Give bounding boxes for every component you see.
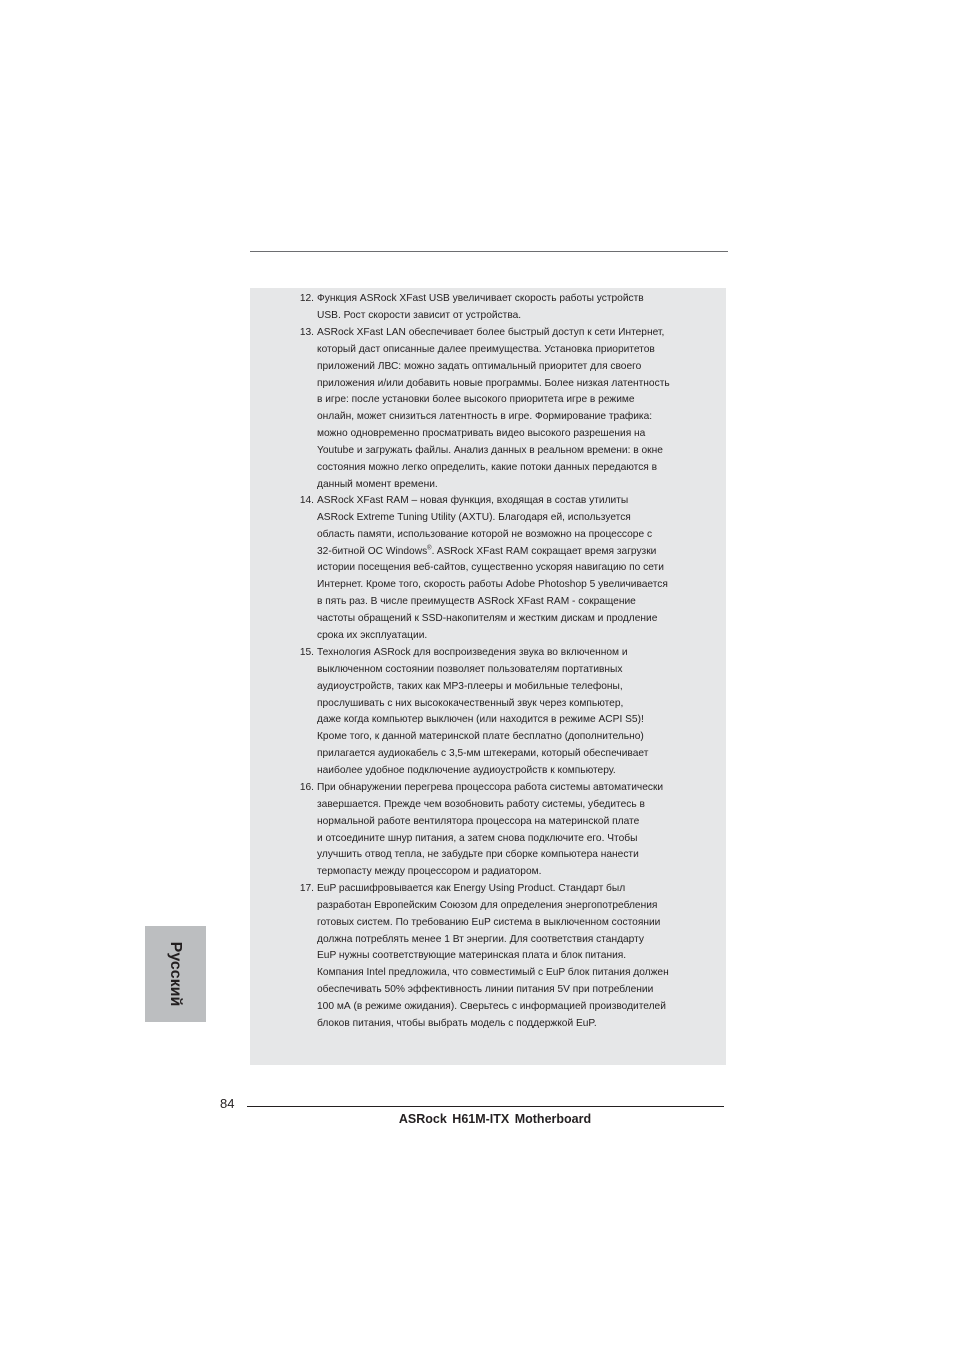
footer-title: ASRock H61M-ITX Motherboard (398, 1112, 592, 1126)
item-line: ASRock Extreme Tuning Utility (AXTU). Благодаря ей, используется (317, 511, 631, 523)
item-line-with-superscript (317, 544, 656, 561)
item-line: блоков питания, чтобы выбрать модель с поддержкой EuP. (317, 1017, 597, 1029)
item-line: Технология ASRock для воспроизведения звука во включенном и (317, 647, 628, 658)
item-line: термопасту между процессором и радиатором. (317, 866, 542, 878)
item-line: область памяти, использование которой не возможно на процессоре с (317, 528, 653, 540)
item-line-text: . ASRock XFast RAM сокращает время загрузки (431, 545, 657, 557)
item-line: данный момент времени. (317, 478, 438, 490)
item-line: в игре: после установки более высокого приоритета игре в режиме (317, 394, 635, 406)
item-line: состояния можно легко определить, какие потоки данных передаются в (317, 461, 658, 473)
top-rule (250, 251, 728, 252)
item-line: разработан Европейским Союзом для определения энергопотребления (317, 899, 658, 911)
item-line: который даст описанные далее преимущества. Установка приоритетов (317, 343, 655, 355)
item-line: обеспечивать 50% эффективность линии питания 5V при потреблении (317, 984, 654, 996)
item-line: Компания Intel предложила, что совместимый с EuP блок питания должен (317, 967, 669, 979)
item-line-text: 32-битной ОС Windows (317, 545, 428, 557)
language-side-tab (145, 926, 206, 1022)
item-line: Интернет. Кроме того, скорость работы Adobe Photoshop 5 увеличивается (317, 579, 668, 591)
item-number: 14. (299, 495, 314, 506)
item-line: EuP расшифровывается как Energy Using Product. Стандарт был (317, 883, 626, 894)
item-line: можно одновременно просматривать видео высокого разрешения на (317, 428, 646, 440)
item-line: прослушивать с них высококачественный звук через компьютер, (317, 697, 624, 709)
item-line: Кроме того, к данной материнской плате бесплатно (дополнительно) (317, 731, 644, 743)
item-line: приложений ЛВС: можно задать оптимальный приоритет для своего (317, 360, 642, 372)
item-line: в пять раз. В числе преимуществ ASRock XFast RAM - сокращение (317, 596, 636, 608)
item-line: При обнаружении перегрева процессора работа системы автоматически (317, 782, 664, 793)
item-line: приложения и/или добавить новые программы. Более низкая латентность (317, 377, 670, 389)
page-number: 84 (220, 1096, 235, 1111)
item-line: аудиоустройств, таких как MP3-плееры и мобильные телефоны, (317, 680, 623, 692)
item-line: истории посещения веб-сайтов, существенно ускоряя навигацию по сети (317, 562, 664, 574)
item-line: ASRock XFast RAM – новая функция, входящая в состав утилиты (317, 495, 629, 506)
item-line: должна потреблять менее 1 Вт энергии. Для соответствия стандарту (317, 933, 644, 945)
item-line: 100 мА (в режиме ожидания). Сверьтесь с информацией производителей (317, 1000, 666, 1012)
item-line: Youtube и загружать файлы. Анализ данных в реальном времени: в окне (317, 444, 663, 456)
item-line: срока их эксплуатации. (317, 629, 428, 641)
registered-mark: ® (427, 545, 432, 552)
content-panel (250, 288, 726, 1065)
item-number: 12. (299, 293, 314, 304)
item-line: улучшить отвод тепла, не забудьте при сборке компьютера нанести (317, 849, 639, 861)
item-line: даже когда компьютер выключен (или находится в режиме ACPI S5)! (317, 714, 644, 726)
item-line: онлайн, может снизиться латентность в игре. Формирование трафика: (317, 411, 653, 423)
item-line: выключенном состоянии позволяет пользователям портативных (317, 663, 623, 675)
item-number: 17. (299, 883, 314, 894)
item-line: ASRock XFast LAN обеспечивает более быстрый доступ к сети Интернет, (317, 327, 665, 338)
item-number: 13. (299, 327, 314, 338)
item-line: прилагается аудиокабель с 3,5-мм штекерами, который обеспечивает (317, 748, 649, 760)
item-line: USB. Рост скорости зависит от устройства. (317, 309, 522, 321)
item-number: 15. (299, 647, 314, 658)
item-line: EuP нужны соответствующие материнская плата и блок питания. (317, 950, 627, 962)
item-line: частоты обращений к SSD-накопителям и жестким дискам и продление (317, 612, 658, 624)
footer-rule (247, 1106, 724, 1107)
item-line: завершается. Прежде чем возобновить работу системы, убедитесь в (317, 798, 645, 810)
item-number: 16. (299, 782, 314, 793)
item-line: и отсоедините шнур питания, а затем снова подключите его. Чтобы (317, 832, 638, 844)
language-label: Русский (167, 941, 184, 1007)
item-line: готовых систем. По требованию EuP система в выключенном состоянии (317, 916, 661, 928)
item-line: наиболее удобное подключение аудиоустройств к компьютеру. (317, 764, 616, 776)
item-line: нормальной работе вентилятора процессора на материнской плате (317, 815, 640, 827)
item-line: Функция ASRock XFast USB увеличивает скорость работы устройств (317, 293, 644, 304)
